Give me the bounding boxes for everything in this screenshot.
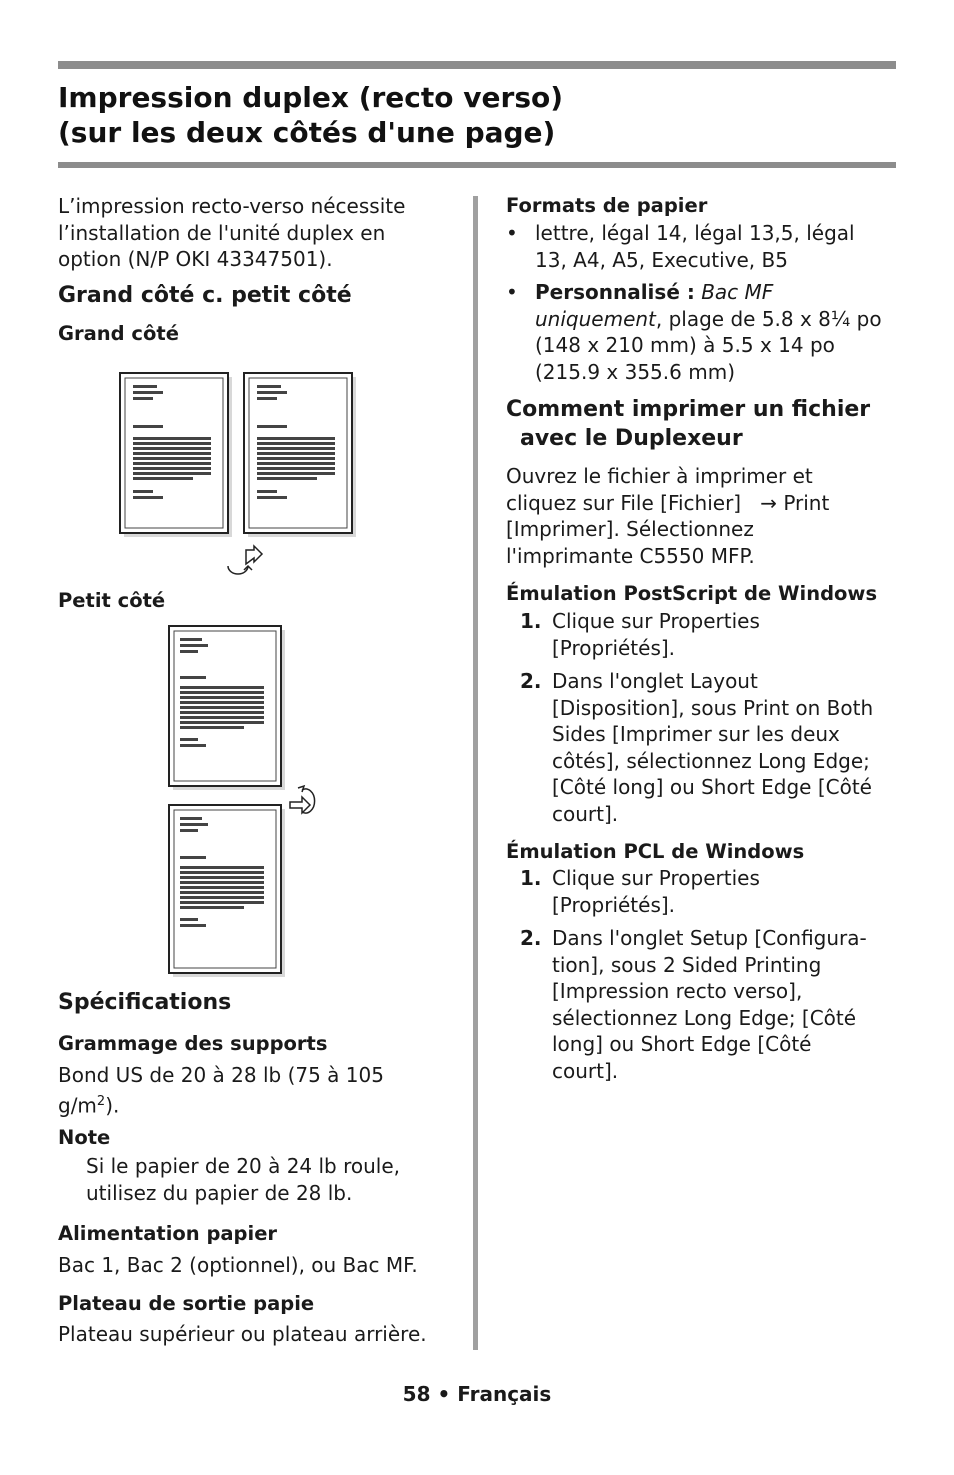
page-bottom [169,805,285,977]
feed-text: Bac 1, Bac 2 (optionnel), ou Bac MF. [58,1253,418,1277]
output-heading: Plateau de sortie papie [58,1292,315,1315]
pcl-step-2: 2. Dans l'onglet Setup [Configura- tion], sous 2 Sided Printing [Impression recto verso], sélectionnez Long Edge; [Côté long] ou Short Edge [Côté court]. [520,926,867,1083]
heading-edges: Grand côté c. petit côté [58,283,352,308]
ps-step-2: 2. Dans l'onglet Layout [Disposition], sous Print on Both Sides [Imprimer sur les deux côtés], sélectionnez Long Edge; [Côté long] ou Short Edge [Côté court]. [520,669,874,826]
weight-heading: Grammage des supports [58,1032,328,1055]
ps-heading: Émulation PostScript de Windows [506,582,878,605]
short-edge-illustration [164,620,328,982]
output-text: Plateau supérieur ou plateau arrière. [58,1322,427,1346]
top-rule [58,61,896,69]
pcl-step-1: 1. Clique sur Properties [Propriétés]. [520,866,760,917]
page-title: Impression duplex (recto verso) (sur les deux côtés d'une page) [58,81,564,149]
howto-heading: Comment imprimer un fichier avec le Duplexeur [506,397,871,451]
page-right [244,373,356,537]
note-heading: Note [58,1126,111,1149]
page-top [169,626,285,790]
heading-specs: Spécifications [58,990,232,1015]
format-item-2: • Personnalisé : Bac MF uniquement, plage de 5.8 x 8¼ po (148 x 210 mm) à 5.5 x 14 po (215.9 x 355.6 mm) [506,280,882,384]
bullet-icon: • [506,280,518,304]
page-footer: 58 • Français [402,1382,552,1406]
bullet-icon: • [506,221,518,245]
arrow-right-icon: → [760,490,777,515]
title-rule [58,162,896,168]
label-short-edge: Petit côté [58,589,166,612]
column-divider [473,196,478,1350]
intro-text: L’impression recto-verso nécessite l’installation de l'unité duplex en option (N/P OKI 43347501). [58,194,406,271]
pcl-heading: Émulation PCL de Windows [506,840,805,863]
formats-heading: Formats de papier [506,194,708,217]
rotate-arrow-icon [228,546,262,574]
ps-step-1: 1. Clique sur Properties [Propriétés]. [520,609,760,660]
rotate-arrow-icon [290,786,315,813]
long-edge-illustration [118,370,362,578]
weight-text: Bond US de 20 à 28 lb (75 à 105 $g/m^2$). [58,1063,384,1118]
label-long-edge: Grand côté [58,322,179,345]
feed-heading: Alimentation papier [58,1222,278,1245]
howto-text: Ouvrez le fichier à imprimer et cliquez sur File [Fichier] → Print [Imprimer]. Sélectionnez l'imprimante C5550 MFP. [506,464,830,568]
page-left [120,373,232,537]
format-item-1: • lettre, légal 14, légal 13,5, légal 13, A4, A5, Executive, B5 [506,221,855,272]
note-text: Si le papier de 20 à 24 lb roule, utilisez du papier de 28 lb. [86,1154,401,1205]
